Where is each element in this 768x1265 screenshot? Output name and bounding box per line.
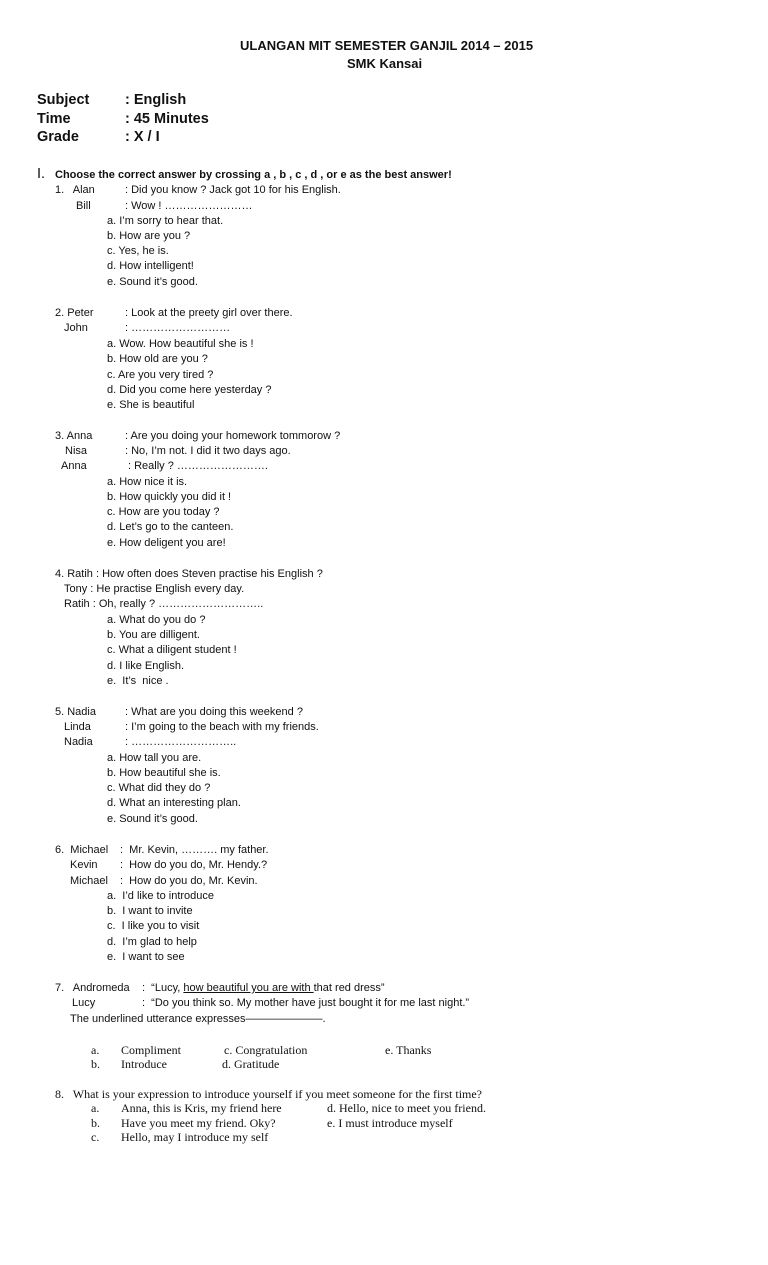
q3-line-1: : Are you doing your homework tommorow ?: [125, 430, 341, 442]
q6-line-1: : Mr. Kevin, ………. my father.: [120, 844, 269, 856]
q4-line-1: 4. Ratih : How often does Steven practise his English ?: [55, 568, 323, 580]
q5-speaker-1: 5. Nadia: [55, 706, 96, 718]
q7-option-d[interactable]: d. Gratitude: [222, 1057, 280, 1071]
q3-line-3: : Really ? …………………….: [128, 460, 268, 472]
q7-stem: The underlined utterance expresses———————.: [70, 1013, 326, 1025]
q3-speaker-1: 3. Anna: [55, 430, 93, 442]
q2-option-c[interactable]: c. Are you very tired ?: [107, 369, 214, 381]
q7-option-b-letter: b.: [91, 1057, 100, 1071]
subject-label: Subject: [37, 92, 90, 108]
q7-line-1: : “Lucy, how beautiful you are with that red dress”: [142, 982, 385, 994]
q2-option-a[interactable]: a. Wow. How beautiful she is !: [107, 338, 254, 350]
q3-option-b[interactable]: b. How quickly you did it !: [107, 491, 232, 503]
q4-option-c[interactable]: c. What a diligent student !: [107, 644, 237, 656]
q4-option-e[interactable]: e. It’s nice .: [107, 675, 169, 687]
q1-line-2: : Wow ! ……………………: [125, 200, 253, 212]
q6-option-d[interactable]: d. I’m glad to help: [107, 936, 197, 948]
q5-line-1: : What are you doing this weekend ?: [125, 706, 303, 718]
q7-option-a[interactable]: Compliment: [121, 1043, 181, 1057]
q7-option-b[interactable]: Introduce: [121, 1057, 167, 1071]
q6-option-a[interactable]: a. I’d like to introduce: [107, 890, 215, 902]
q3-speaker-3: Anna: [61, 460, 87, 472]
q3-option-a[interactable]: a. How nice it is.: [107, 476, 188, 488]
q3-option-d[interactable]: d. Let’s go to the canteen.: [107, 521, 234, 533]
q1-option-d[interactable]: d. How intelligent!: [107, 260, 194, 272]
q8-stem: 8. What is your expression to introduce yourself if you meet someone for the first time?: [55, 1087, 483, 1101]
q4-line-3: Ratih : Oh, really ? ………………………..: [64, 598, 264, 610]
q4-option-d[interactable]: d. I like English.: [107, 660, 185, 672]
q1-option-c[interactable]: c. Yes, he is.: [107, 245, 169, 257]
q3-option-e[interactable]: e. How deligent you are!: [107, 537, 226, 549]
section-instruction: Choose the correct answer by crossing a , b , c , d , or e as the best answer!: [55, 169, 452, 181]
q2-option-e[interactable]: e. She is beautiful: [107, 399, 195, 411]
q4-option-a[interactable]: a. What do you do ?: [107, 614, 206, 626]
q6-line-2: : How do you do, Mr. Hendy.?: [120, 859, 268, 871]
q5-option-b[interactable]: b. How beautiful she is.: [107, 767, 221, 779]
q2-speaker-1: 2. Peter: [55, 307, 94, 319]
q8-option-a[interactable]: Anna, this is Kris, my friend here: [121, 1101, 282, 1115]
q3-line-2: : No, I’m not. I did it two days ago.: [125, 445, 291, 457]
q8-option-a-letter: a.: [91, 1101, 100, 1115]
q8-option-e[interactable]: e. I must introduce myself: [327, 1116, 453, 1130]
q2-option-b[interactable]: b. How old are you ?: [107, 353, 208, 365]
q8-option-c-letter: c.: [91, 1130, 100, 1144]
q8-option-d[interactable]: d. Hello, nice to meet you friend.: [327, 1101, 486, 1115]
q5-option-c[interactable]: c. What did they do ?: [107, 782, 211, 794]
q7-option-a-letter: a.: [91, 1043, 100, 1057]
q2-option-d[interactable]: d. Did you come here yesterday ?: [107, 384, 272, 396]
q1-speaker-1: 1. Alan: [55, 184, 95, 196]
subject-value: : English: [125, 92, 187, 108]
q5-speaker-2: Linda: [64, 721, 91, 733]
q7-speaker-2: Lucy: [72, 997, 96, 1009]
q5-line-3: : ………………………..: [125, 736, 237, 748]
page-title: ULANGAN MIT SEMESTER GANJIL 2014 – 2015: [240, 38, 534, 53]
q6-option-c[interactable]: c. I like you to visit: [107, 920, 200, 932]
q8-option-b[interactable]: Have you meet my friend. Oky?: [121, 1116, 276, 1130]
q5-option-e[interactable]: e. Sound it’s good.: [107, 813, 198, 825]
school-name: SMK Kansai: [347, 56, 423, 71]
q8-option-b-letter: b.: [91, 1116, 100, 1130]
q6-line-3: : How do you do, Mr. Kevin.: [120, 875, 258, 887]
time-value: : 45 Minutes: [125, 111, 209, 127]
q5-option-a[interactable]: a. How tall you are.: [107, 752, 202, 764]
q7-speaker-1: 7. Andromeda: [55, 982, 130, 994]
q1-line-1: : Did you know ? Jack got 10 for his English.: [125, 184, 341, 196]
q1-speaker-2: Bill: [76, 200, 91, 212]
q3-option-c[interactable]: c. How are you today ?: [107, 506, 220, 518]
q1-option-b[interactable]: b. How are you ?: [107, 230, 191, 242]
q5-line-2: : I’m going to the beach with my friends.: [125, 721, 319, 733]
q6-speaker-1: 6. Michael: [55, 844, 109, 856]
q5-speaker-3: Nadia: [64, 736, 93, 748]
q6-speaker-3: Michael: [70, 875, 108, 887]
q6-speaker-2: Kevin: [70, 859, 98, 871]
q7-line-2: : “Do you think so. My mother have just bought it for me last night.”: [142, 997, 470, 1009]
q7-option-c[interactable]: c. Congratulation: [224, 1043, 308, 1057]
q1-option-a[interactable]: a. I’m sorry to hear that.: [107, 215, 224, 227]
q1-option-e[interactable]: e. Sound it’s good.: [107, 276, 198, 288]
q6-option-b[interactable]: b. I want to invite: [107, 905, 193, 917]
q4-line-2: Tony : He practise English every day.: [64, 583, 245, 595]
section-number: I.: [37, 166, 46, 182]
q2-speaker-2: John: [64, 322, 88, 334]
q8-option-c[interactable]: Hello, may I introduce my self: [121, 1130, 269, 1144]
q7-option-e[interactable]: e. Thanks: [385, 1043, 432, 1057]
q6-option-e[interactable]: e. I want to see: [107, 951, 185, 963]
q5-option-d[interactable]: d. What an interesting plan.: [107, 797, 241, 809]
q3-speaker-2: Nisa: [65, 445, 88, 457]
q2-line-2: : ………………………: [125, 322, 231, 334]
q4-option-b[interactable]: b. You are dilligent.: [107, 629, 200, 641]
time-label: Time: [37, 111, 71, 127]
grade-label: Grade: [37, 129, 79, 145]
grade-value: : X / I: [125, 129, 160, 145]
q2-line-1: : Look at the preety girl over there.: [125, 307, 293, 319]
q7-underlined-utterance: how beautiful you are with: [183, 982, 314, 994]
